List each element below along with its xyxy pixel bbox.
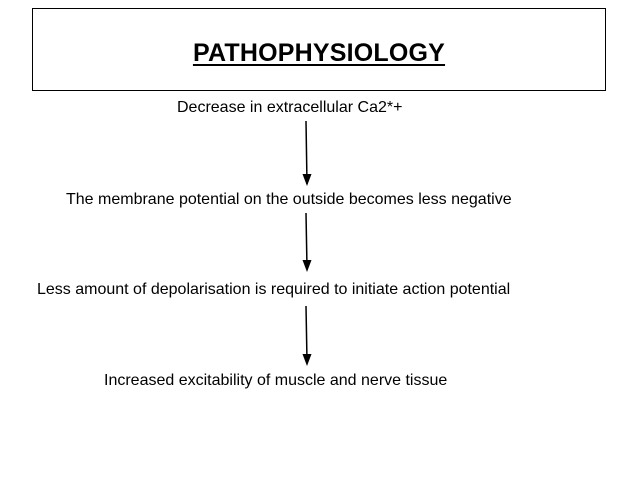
title-box — [32, 8, 606, 91]
slide-title: PATHOPHYSIOLOGY — [192, 39, 446, 67]
arrow-down-icon-3 — [303, 306, 312, 366]
flow-step-4: Increased excitability of muscle and nerve tissue — [104, 372, 448, 389]
arrow-down-icon-1 — [303, 121, 312, 186]
flow-step-2: The membrane potential on the outside becomes less negative — [66, 191, 512, 208]
flow-step-1: Decrease in extracellular Ca2*+ — [177, 99, 403, 116]
flow-step-3: Less amount of depolarisation is required to initiate action potential — [37, 281, 511, 298]
arrow-down-icon-2 — [303, 213, 312, 272]
